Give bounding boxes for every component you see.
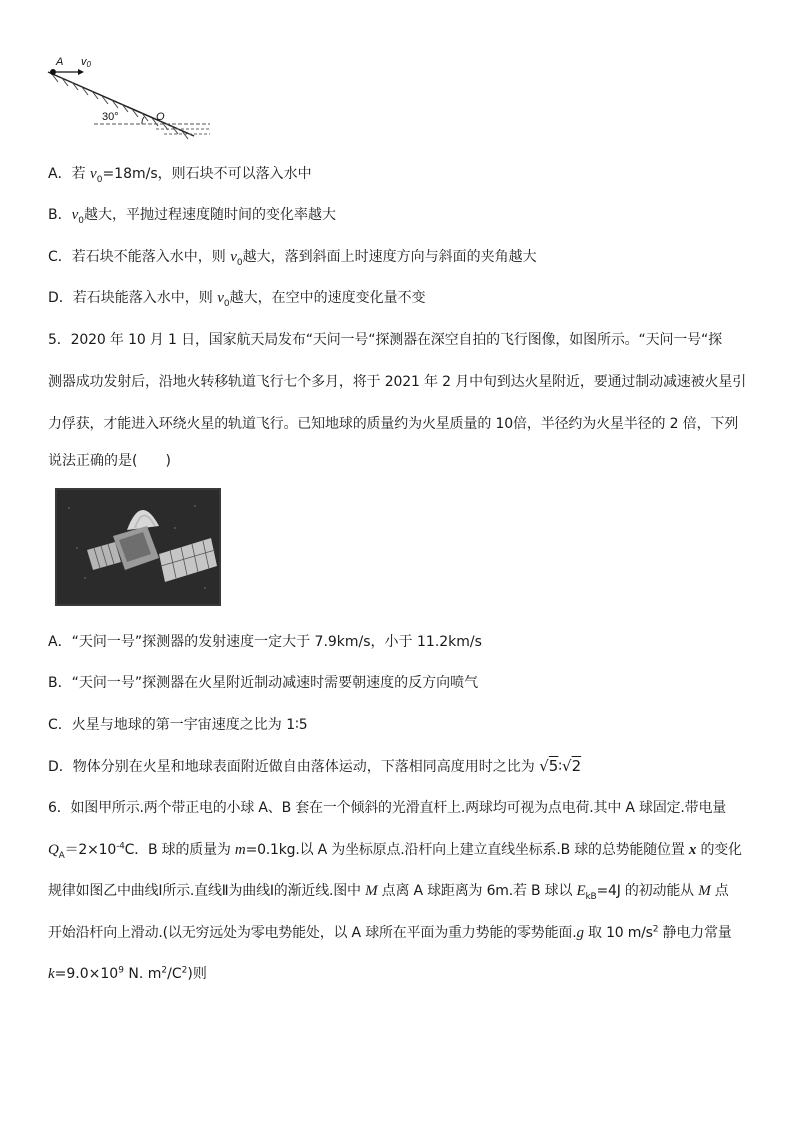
- q6-stem-line4: 开始沿杆向上滑动.(以无穷远处为零电势能处，以 A 球所在平面为重力势能的零势能面.g 取 10 $m/s^2$ 静电力常量: [48, 924, 732, 941]
- label-v0: v0: [81, 56, 91, 69]
- q5-option-d: D．物体分别在火星和地球表面附近做自由落体运动，下落相同高度用时之比为 √5∶√2: [48, 757, 582, 775]
- q5-option-c: C．火星与地球的第一宇宙速度之比为 1∶5: [48, 717, 308, 733]
- label-a: A: [56, 56, 64, 68]
- q5-stem-line3: 力俘获，才能进入环绕火星的轨道飞行。已知地球的质量约为火星质量的 10倍，半径约为火星半径的 2 倍，下列: [48, 416, 739, 432]
- q6-stem-line1: 6．如图甲所示.两个带正电的小球 A、B 套在一个倾斜的光滑直杆上.两球均可视为点电荷.其中 A 球固定.带电量: [48, 800, 727, 816]
- q5-stem-line2: 测器成功发射后，沿地火转移轨道飞行七个多月，将于 2021 年 2 月中旬到达火星附近，要通过制动减速被火星引: [48, 374, 747, 390]
- q5-option-a: A．“天问一号”探测器的发射速度一定大于 7.9km/s，小于 11.2km/s: [48, 634, 482, 650]
- incline-figure: [44, 52, 216, 146]
- q6-stem-line2: $Q_A=2\times 10^{-4}C$．B 球的质量为 m=0.1kg.以 A 为坐标原点.沿杆向上建立直线坐标系.B 球的总势能随位置 x 的变化: [48, 841, 742, 861]
- q6-stem-line5: $k=9.0\times 10^9$ N. $m^2/C^2$)则: [48, 965, 207, 982]
- q4-option-a: A．若 $v_0=18m/s$，则石块不可以落入水中: [48, 166, 312, 185]
- label-o: O: [156, 111, 165, 123]
- q4-option-c: C．若石块不能落入水中，则 $v_0$越大，落到斜面上时速度方向与斜面的夹角越大: [48, 249, 537, 268]
- sqrt-5: √5: [539, 757, 559, 775]
- q5-stem-line4: 说法正确的是( ): [48, 453, 171, 469]
- q4-option-b: B．$v_0$越大，平抛过程速度随时间的变化率越大: [48, 207, 337, 226]
- q5-option-b: B．“天问一号”探测器在火星附近制动减速时需要朝速度的反方向喷气: [48, 675, 479, 691]
- sqrt-2: √2: [562, 757, 582, 775]
- label-angle: 30°: [102, 111, 119, 123]
- q6-stem-line3: 规律如图乙中曲线Ⅰ所示.直线Ⅱ为曲线Ⅰ的渐近线.图中 M 点离 A 球距离为 6m.若 B 球以 $E_{kB}=4J$ 的初动能从 M 点: [48, 883, 729, 902]
- tianwen-photo: [55, 488, 221, 606]
- q5-stem-line1: 5．2020 年 10 月 1 日，国家航天局发布“天问一号“探测器在深空自拍的飞行图像，如图所示。“天问一号“探: [48, 332, 722, 348]
- stone-dot: [50, 69, 56, 75]
- q4-option-d: D．若石块能落入水中，则 $v_0$越大，在空中的速度变化量不变: [48, 290, 426, 309]
